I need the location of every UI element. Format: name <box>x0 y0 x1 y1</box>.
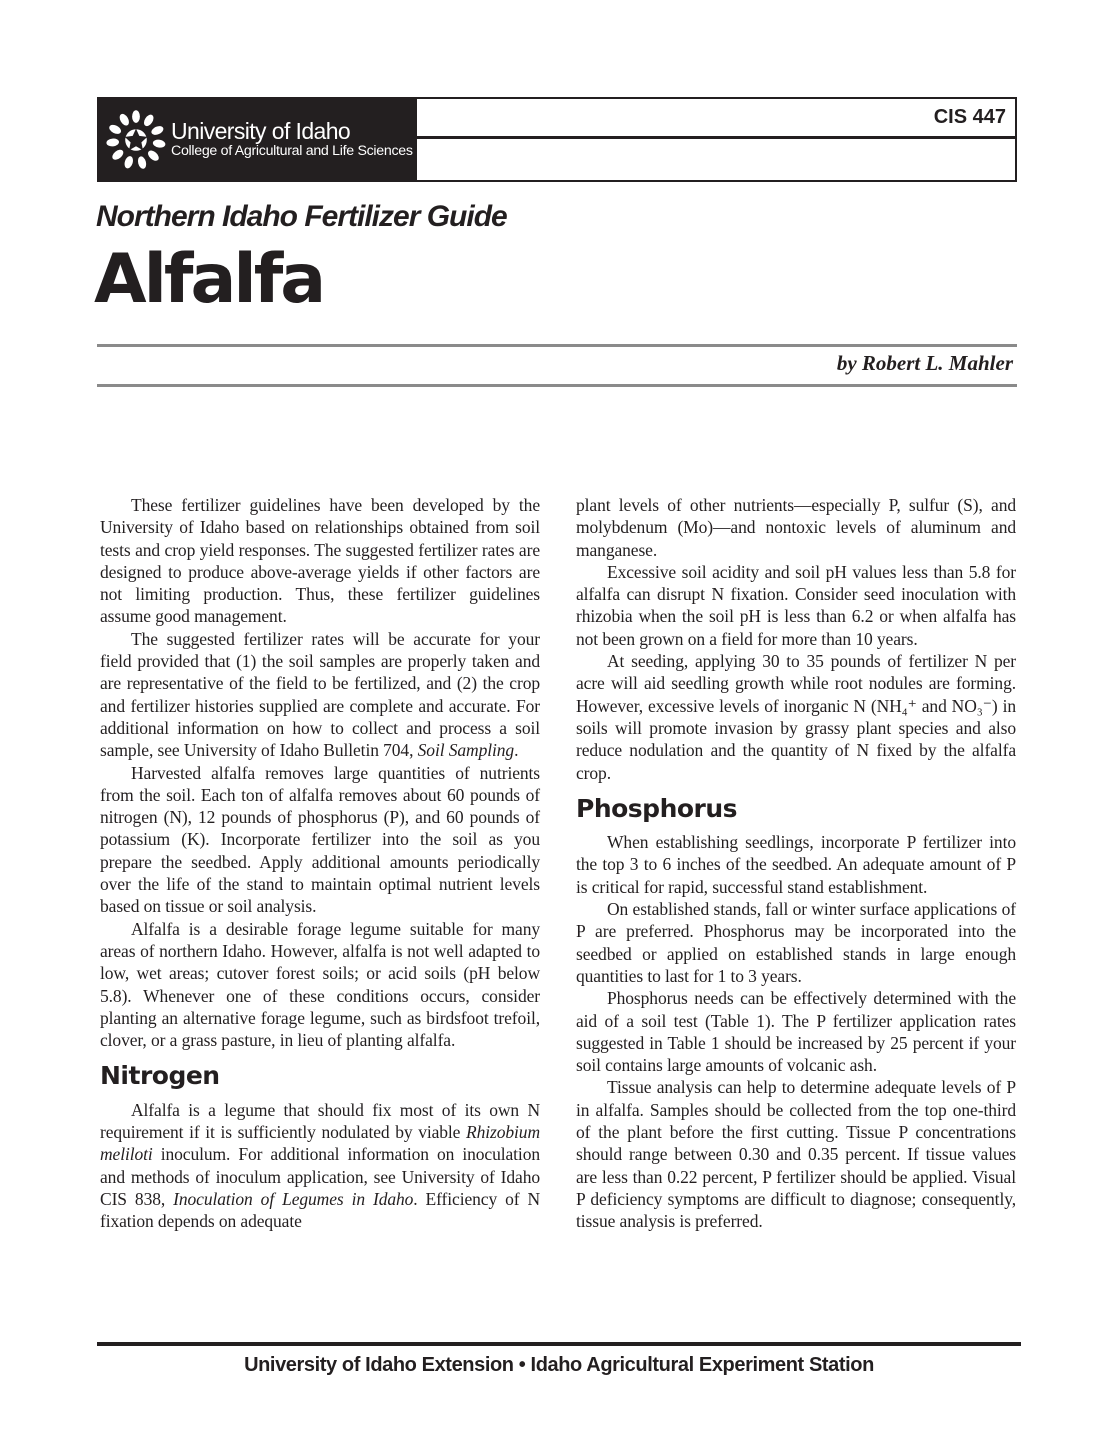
body-paragraph: Alfalfa is a desirable forage legume suitable for many areas of northern Idaho. However, alfalfa is not well adapted to low, wet areas; cutover forest soils; or acid soils (pH below 5.8). Whenever one of these conditions occurs, consider planting an alternative forage legume, such as birdsfoot trefoil, clover, or a grass pasture, in lieu of planting alfalfa. <box>100 918 540 1051</box>
body-paragraph: At seeding, applying 30 to 35 pounds of fertilizer N per acre will aid seedling growth while root nodules are forming. However, excessive levels of inorganic N (NH₄⁺ and NO₃⁻) in soils will promote invasion by grassy plant species and also reduce nodulation and the quantity of N fixed by the alfalfa crop. <box>576 651 1016 783</box>
publication-number: CIS 447 <box>417 99 1015 139</box>
body-paragraph: Tissue analysis can help to determine adequate levels of P in alfalfa. Samples should be collected from the top one-third of the plant before the first cutting. Tissue P concentrations should range between 0.30 and 0.35 percent. If tissue values are less than 0.22 percent, P fertilizer should be applied. Visual P deficiency symptoms are difficult to diagnose; consequently, tissue analysis is preferred. <box>576 1077 1016 1232</box>
university-logo <box>97 97 415 182</box>
university-sunburst-icon <box>106 108 166 172</box>
body-paragraph: On established stands, fall or winter surface applications of P are preferred. Phosphorus may be incorporated into the seedbed or applied on established stands in large enough quantities to last for 1 to 3 years. <box>576 899 1016 986</box>
body-paragraph: Excessive soil acidity and soil pH values less than 5.8 for alfalfa can disrupt N fixation. Consider seed inoculation with rhizobia when the soil pH is less than 6.2 or when alfalfa has not been grown on a field for more than 10 years. <box>576 561 1016 649</box>
body-column-right <box>576 494 1016 1233</box>
horizontal-rule-top <box>97 344 1017 347</box>
body-paragraph: When establishing seedlings, incorporate P fertilizer into the top 3 to 6 inches of the seedbed. An adequate amount of P is critical for rapid, successful stand establishment. <box>576 832 1016 897</box>
author-byline: by Robert L. Mahler <box>836 351 1013 375</box>
publication-number-box <box>415 97 1017 182</box>
header-band <box>97 97 1017 182</box>
body-paragraph: Harvested alfalfa removes large quantities of nutrients from the soil. Each ton of alfalfa removes about 60 pounds of nitrogen (N), 12 pounds of phosphorus (P), and 60 pounds of potassium (K). Incorporate fertilizer into the soil as you prepare the seedbed. Apply additional amounts periodically over the life of the stand to maintain optimal nutrient levels based on tissue or soil analysis. <box>100 762 540 917</box>
footer-text: University of Idaho Extension • Idaho Agricultural Experiment Station <box>244 1354 874 1376</box>
logo-text <box>171 119 413 159</box>
horizontal-rule-bottom <box>97 384 1017 387</box>
logo-university-name: University of Idaho <box>171 118 351 145</box>
series-title: Northern Idaho Fertilizer Guide <box>96 200 507 233</box>
section-heading: Nitrogen <box>100 1061 220 1091</box>
section-heading: Phosphorus <box>576 793 738 823</box>
body-paragraph: Alfalfa is a legume that should fix most of its own N requirement if it is sufficiently nodulated by viable Rhizobium meliloti inoculum. For additional information on inoculation and methods of inoculum application, see University of Idaho CIS 838, Inoculation of Legumes in Idaho. Efficiency of N fixation depends on adequate <box>100 1099 540 1232</box>
body-paragraph: plant levels of other nutrients—especially P, sulfur (S), and molybdenum (Mo)—and nontoxic levels of aluminum and manganese. <box>576 495 1016 560</box>
page-title: Alfalfa <box>94 240 324 319</box>
body-column-left <box>100 494 540 1233</box>
body-paragraph: These fertilizer guidelines have been developed by the University of Idaho based on relationships obtained from soil tests and crop yield responses. The suggested fertilizer rates are designed to produce above-average yields if other factors are not limiting production. Thus, these fertilizer guidelines assume good management. <box>100 495 540 627</box>
logo-college-name: College of Agricultural and Life Sciences <box>171 143 413 160</box>
footer-rule <box>97 1342 1021 1346</box>
body-paragraph: The suggested fertilizer rates will be accurate for your field provided that (1) the soil samples are properly taken and are representative of the field to be fertilized, and (2) the crop and fertilizer histories supplied are complete and accurate. For additional information on how to collect and process a soil sample, see University of Idaho Bulletin 704, Soil Sampling. <box>100 628 540 761</box>
body-paragraph: Phosphorus needs can be effectively determined with the aid of a soil test (Table 1). The P fertilizer application rates suggested in Table 1 should be increased by 25 percent if your soil contains large amounts of volcanic ash. <box>576 988 1016 1076</box>
